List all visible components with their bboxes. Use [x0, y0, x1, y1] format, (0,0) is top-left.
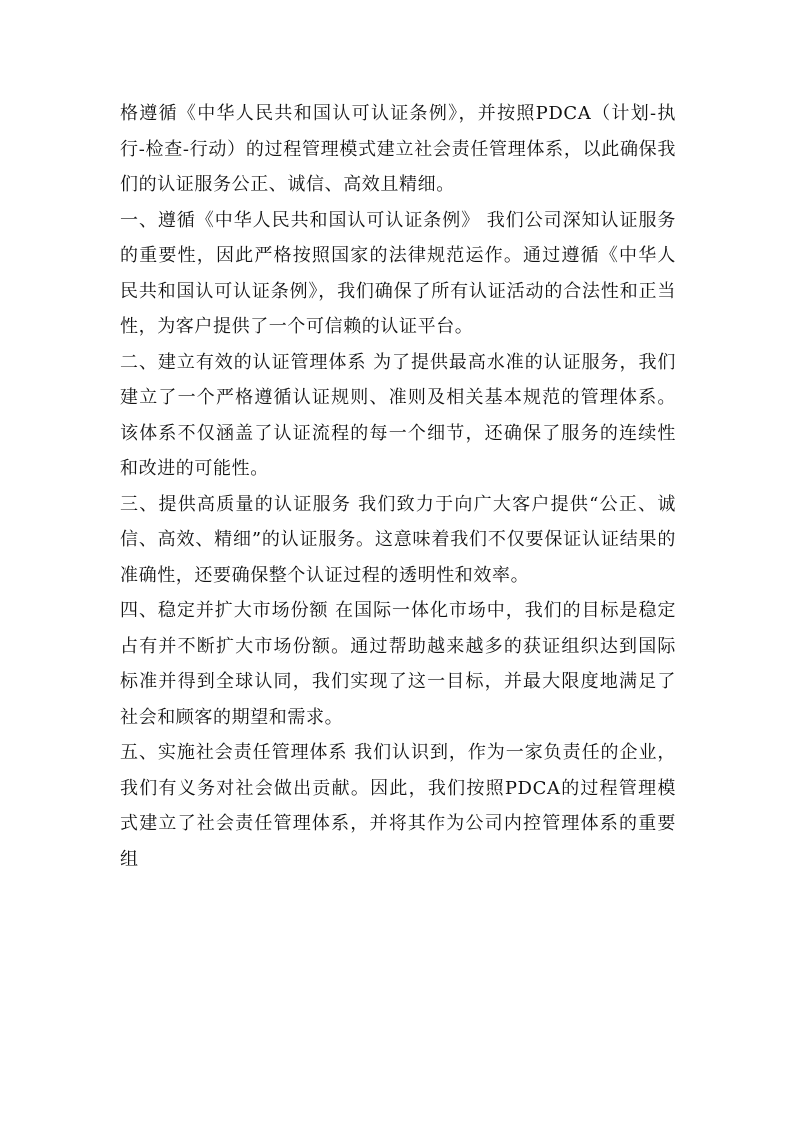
paragraph-section-2: 二、建立有效的认证管理体系 为了提供最高水准的认证服务，我们建立了一个严格遵循认证规则、准则及相关基本规范的管理体系。该体系不仅涵盖了认证流程的每一个细节，还确保了服务的连续性和改进的可能性。	[120, 351, 676, 479]
paragraph-section-3: 三、提供高质量的认证服务 我们致力于向广大客户提供“公正、诚信、高效、精细”的认证服务。这意味着我们不仅要保证认证结果的准确性，还要确保整个认证过程的透明性和效率。	[120, 493, 676, 586]
paragraph-section-1: 一、遵循《中华人民共和国认可认证条例》 我们公司深知认证服务的重要性，因此严格按照国家的法律规范运作。通过遵循《中华人民共和国认可认证条例》，我们确保了所有认证活动的合法性和正当性，为客户提供了一个可信赖的认证平台。	[120, 209, 676, 337]
paragraph-section-5: 五、实施社会责任管理体系 我们认识到，作为一家负责任的企业，我们有义务对社会做出贡献。因此，我们按照PDCA的过程管理模式建立了社会责任管理体系，并将其作为公司内控管理体系的重要组	[120, 742, 676, 870]
paragraph-intro: 格遵循《中华人民共和国认可认证条例》，并按照PDCA（计划-执行-检查-行动）的过程管理模式建立社会责任管理体系，以此确保我们的认证服务公正、诚信、高效且精细。	[120, 103, 676, 195]
document-body	[120, 96, 676, 877]
paragraph-section-4: 四、稳定并扩大市场份额 在国际一体化市场中，我们的目标是稳定占有并不断扩大市场份额。通过帮助越来越多的获证组织达到国际标准并得到全球认同，我们实现了这一目标，并最大限度地满足了社会和顾客的期望和需求。	[120, 600, 676, 728]
